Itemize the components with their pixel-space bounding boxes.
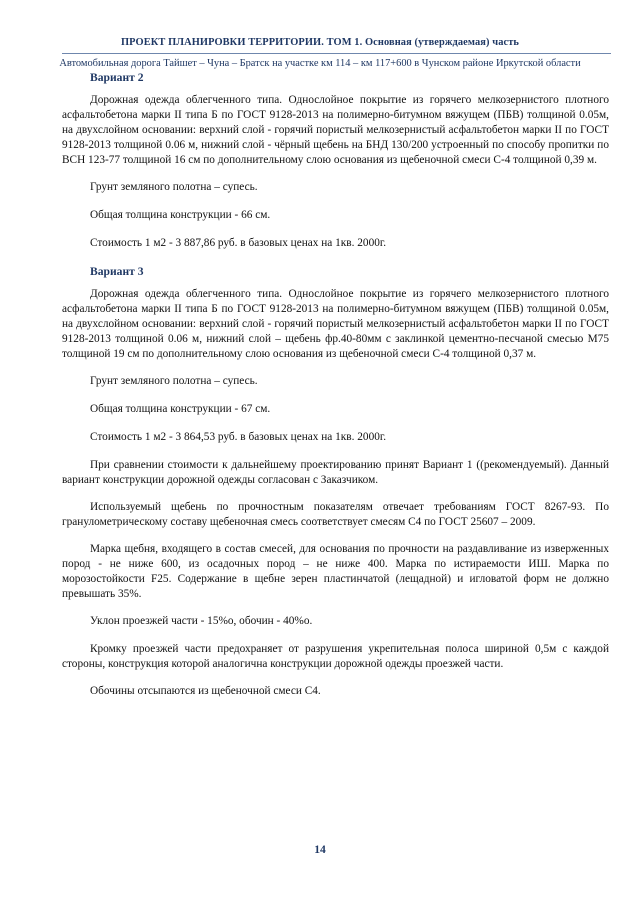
document-body [62, 70, 609, 712]
crushed-stone-paragraph: Используемый щебень по прочностным показателям отвечает требованиям ГОСТ 8267-93. По гранулометрическому составу щебеночная смесь соответствует смесям С4 по ГОСТ 25607 – 2009. [62, 501, 609, 528]
variant-3-heading: Вариант 3 [90, 265, 144, 278]
variant-3-cost: Стоимость 1 м2 - 3 864,53 руб. в базовых ценах на 1кв. 2000г. [90, 431, 387, 443]
variant-2-heading: Вариант 2 [90, 71, 144, 84]
variant-2-cost: Стоимость 1 м2 - 3 887,86 руб. в базовых ценах на 1кв. 2000г. [90, 237, 387, 249]
page-number: 14 [314, 843, 326, 856]
slope-paragraph: Уклон проезжей части - 15%о, обочин - 40%о. [90, 615, 313, 627]
variant-3-soil: Грунт земляного полотна – супесь. [90, 375, 258, 387]
variant-2-description: Дорожная одежда облегченного типа. Однослойное покрытие из горячего мелкозернистого плотного асфальтобетона марки II типа Б по ГОСТ 9128-2013 на полимерно-битумном вяжущем (ПБВ) толщиной 0.05м, на двухслойном основании: верхний слой - горячий пористый мелкозернистый асфальтобетон марки II по ГОСТ 9128-2013 толщиной 0.06 м, нижний слой - чёрный щебень на БНД 130/200 устроенный по способу пропитки по ВСН 123-77 толщиной 16 см по дополнительному слою основания из щебеночной смеси С-4 толщиной 0,39 м. [62, 94, 609, 166]
grade-paragraph: Марка щебня, входящего в состав смесей, для основания по прочности на раздавливание из изверженных пород - не ниже 600, из осадочных пород – не ниже 400. Марка по истираемости ИШ. Марка по морозостойкости F25. Содержание в щебне зерен пластинчатой (лещадной) и игловатой форм не должно превышать 35%. [62, 543, 609, 600]
variant-3-thickness: Общая толщина конструкции - 67 см. [90, 403, 271, 415]
shoulders-paragraph: Обочины отсыпаются из щебеночной смеси С4. [90, 685, 321, 697]
comparison-paragraph: При сравнении стоимости к дальнейшему проектированию принят Вариант 1 ((рекомендуемый). Данный вариант конструкции дорожной одежды согласован с Заказчиком. [62, 459, 609, 486]
edge-paragraph: Кромку проезжей части предохраняет от разрушения укрепительная полоса шириной 0,5м с каждой стороны, конструкция которой аналогична конструкции дорожной одежды проезжей части. [62, 643, 609, 670]
header-divider [62, 53, 611, 54]
variant-3-description: Дорожная одежда облегченного типа. Однослойное покрытие из горячего мелкозернистого плотного асфальтобетона марки II типа Б по ГОСТ 9128-2013 на полимерно-битумном вяжущем (ПБВ) толщиной 0.05м, на двухслойном основании: верхний слой - горячий пористый мелкозернистый асфальтобетон марки II по ГОСТ 9128-2013 толщиной 0.06 м, нижний слой – щебень фр.40-80мм с заклинкой цементно-песчаной смесью М75 толщиной 19 см по дополнительному слою основания из щебеночной смеси С-4 толщиной 0,37 м. [62, 288, 609, 360]
header-subtitle: Автомобильная дорога Тайшет – Чуна – Братск на участке км 114 – км 117+600 в Чунском районе Иркутской области [59, 58, 581, 69]
header-title: ПРОЕКТ ПЛАНИРОВКИ ТЕРРИТОРИИ. ТОМ 1. Основная (утверждаемая) часть [120, 37, 520, 48]
variant-2-soil: Грунт земляного полотна – супесь. [90, 181, 258, 193]
variant-2-thickness: Общая толщина конструкции - 66 см. [90, 209, 271, 221]
